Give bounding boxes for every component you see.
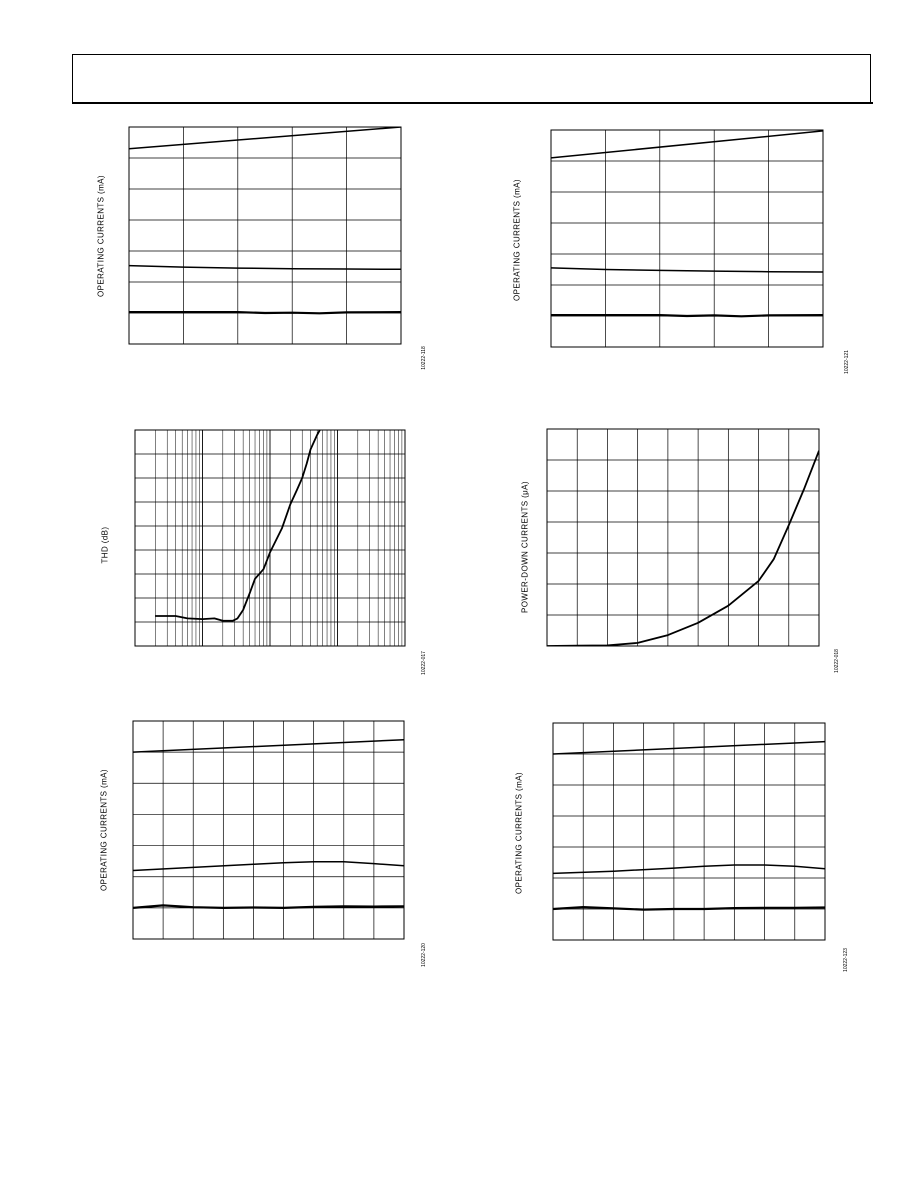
y-axis-label: OPERATING CURRENTS (mA) — [96, 175, 106, 297]
figure-id: 10222-120 — [421, 943, 427, 967]
y-axis-label: OPERATING CURRENTS (mA) — [99, 769, 109, 891]
y-axis-label: OPERATING CURRENTS (mA) — [514, 772, 524, 894]
figure-id: 10222-017 — [421, 651, 427, 675]
figure-id: 10222-121 — [844, 350, 850, 374]
figure-id: 10222-123 — [843, 948, 849, 972]
y-axis-label: THD (dB) — [100, 526, 110, 564]
series-line-2 — [553, 865, 825, 873]
figure-id: 10222-118 — [421, 346, 427, 370]
y-axis-label: POWER-DOWN CURRENTS (μA) — [520, 481, 530, 613]
series-line-1 — [553, 742, 825, 754]
figure-id: 10222-018 — [834, 649, 840, 673]
y-axis-label: OPERATING CURRENTS (mA) — [512, 179, 522, 301]
